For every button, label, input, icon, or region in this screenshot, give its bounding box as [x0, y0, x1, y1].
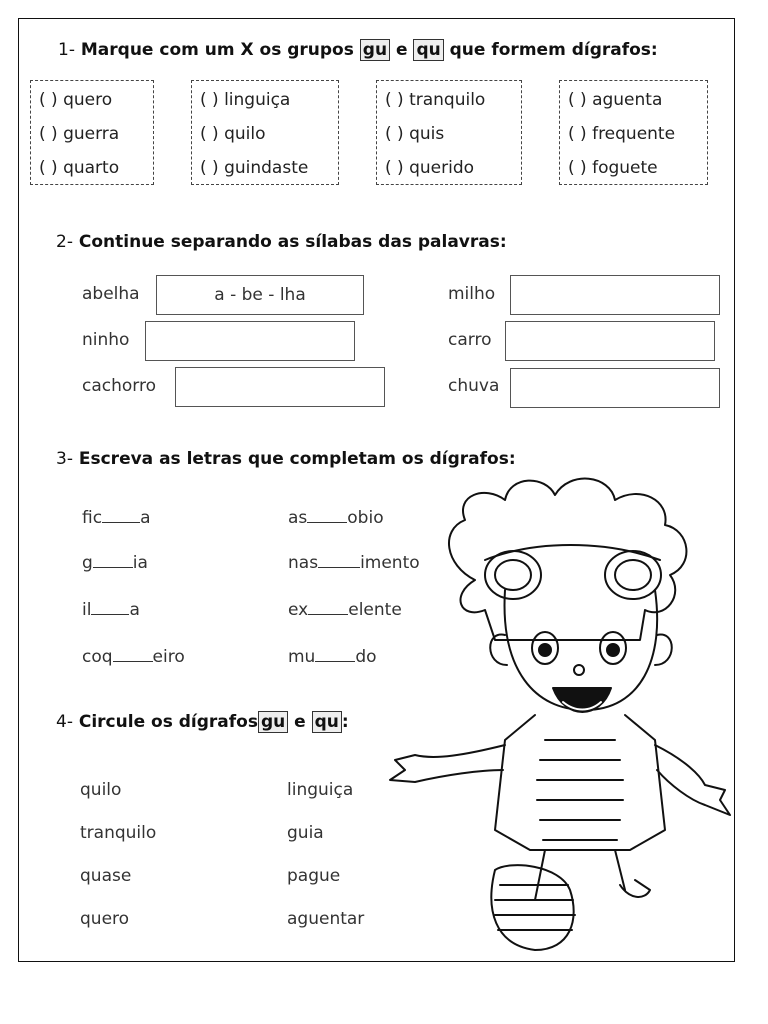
option-word: quis	[409, 124, 445, 144]
q1-option[interactable]	[568, 117, 699, 151]
q3-number: 3-	[56, 449, 73, 469]
checkbox[interactable]: ( )	[568, 124, 587, 144]
q1-option[interactable]	[200, 117, 330, 151]
word-end: a	[140, 508, 151, 528]
checkbox[interactable]: ( )	[200, 90, 219, 110]
q2-word: chuva	[448, 376, 500, 396]
q4-connector: e	[294, 712, 306, 732]
q2-number: 2-	[56, 232, 73, 252]
circle-word[interactable]: quilo	[80, 780, 122, 800]
q4-title-end: :	[341, 712, 349, 732]
checkbox[interactable]: ( )	[568, 158, 587, 178]
option-word: foguete	[592, 158, 658, 178]
q1-title-text: Marque com um X os grupos	[80, 40, 354, 60]
q1-option[interactable]	[200, 151, 330, 185]
q1-option[interactable]	[39, 83, 145, 117]
circle-word[interactable]: pague	[287, 866, 341, 886]
circle-word[interactable]: quase	[80, 866, 132, 886]
cartoon-boy-illustration	[385, 470, 735, 960]
checkbox[interactable]: ( )	[39, 158, 58, 178]
option-word: quarto	[63, 158, 120, 178]
word-start: g	[82, 553, 93, 573]
syllable-answer-box[interactable]: a - be - lha	[156, 275, 364, 315]
word-end: eiro	[152, 647, 185, 667]
q2-title-text: Continue separando as sílabas das palavras:	[78, 232, 507, 252]
q1-option[interactable]	[568, 151, 699, 185]
blank-line[interactable]	[315, 660, 355, 662]
syllable-answer-box[interactable]	[145, 321, 355, 361]
circle-word[interactable]: tranquilo	[80, 823, 157, 843]
blank-line[interactable]	[307, 521, 347, 523]
syllable-answer-box[interactable]	[510, 275, 720, 315]
fill-blank-item	[82, 508, 150, 528]
q1-option[interactable]	[200, 83, 330, 117]
q1-group-1	[30, 80, 154, 185]
q2-word: abelha	[82, 284, 140, 304]
blank-line[interactable]	[113, 660, 153, 662]
checkbox[interactable]: ( )	[385, 124, 404, 144]
q1-group-2	[191, 80, 339, 185]
word-start: il	[82, 600, 92, 620]
q3-title-text: Escreva as letras que completam os dígrafos:	[78, 449, 516, 469]
q1-option[interactable]	[385, 151, 513, 185]
syllable-answer-box[interactable]	[175, 367, 385, 407]
q1-group-4	[559, 80, 708, 185]
q1-title-end: que formem dígrafos:	[449, 40, 658, 60]
option-word: guerra	[63, 124, 120, 144]
word-start: as	[288, 508, 308, 528]
option-word: quilo	[224, 124, 266, 144]
q1-tag-qu: qu	[413, 39, 443, 61]
word-start: mu	[288, 647, 316, 667]
q4-number: 4-	[56, 712, 73, 732]
option-word: quero	[63, 90, 113, 110]
blank-line[interactable]	[102, 521, 140, 523]
option-word: frequente	[592, 124, 676, 144]
fill-blank-item	[288, 508, 384, 528]
word-end: elente	[348, 600, 402, 620]
q2-title	[56, 232, 507, 252]
q1-group-3	[376, 80, 522, 185]
circle-word[interactable]: linguiça	[287, 780, 354, 800]
checkbox[interactable]: ( )	[200, 158, 219, 178]
word-start: fic	[82, 508, 103, 528]
q4-tag-gu: gu	[258, 711, 288, 733]
blank-line[interactable]	[308, 613, 348, 615]
checkbox[interactable]: ( )	[568, 90, 587, 110]
fill-blank-item	[288, 647, 377, 667]
q4-title-text: Circule os dígrafos	[78, 712, 258, 732]
q2-word: ninho	[82, 330, 130, 350]
q1-option[interactable]	[39, 117, 145, 151]
word-end: do	[355, 647, 377, 667]
checkbox[interactable]: ( )	[385, 90, 404, 110]
q4-tag-qu: qu	[312, 711, 342, 733]
q2-word: milho	[448, 284, 496, 304]
fill-blank-item	[82, 553, 148, 573]
fill-blank-item	[82, 647, 185, 667]
circle-word[interactable]: aguentar	[287, 909, 365, 929]
q2-word: cachorro	[82, 376, 156, 396]
q1-option[interactable]	[385, 83, 513, 117]
word-end: a	[129, 600, 140, 620]
fill-blank-item	[82, 600, 140, 620]
syllable-answer-box[interactable]	[510, 368, 720, 408]
q1-title	[58, 40, 658, 60]
option-word: tranquilo	[409, 90, 486, 110]
blank-line[interactable]	[91, 613, 129, 615]
word-start: nas	[288, 553, 319, 573]
q1-option[interactable]	[568, 83, 699, 117]
q2-word: carro	[448, 330, 492, 350]
checkbox[interactable]: ( )	[200, 124, 219, 144]
word-end: obio	[347, 508, 384, 528]
syllable-answer-box[interactable]	[505, 321, 715, 361]
option-word: querido	[409, 158, 475, 178]
word-end: ia	[132, 553, 148, 573]
word-start: coq	[82, 647, 113, 667]
checkbox[interactable]: ( )	[385, 158, 404, 178]
q1-tag-gu: gu	[360, 39, 390, 61]
q4-title	[56, 712, 349, 732]
option-word: linguiça	[224, 90, 291, 110]
circle-word[interactable]: guia	[287, 823, 324, 843]
word-start: ex	[288, 600, 309, 620]
checkbox[interactable]: ( )	[39, 90, 58, 110]
q1-option[interactable]	[39, 151, 145, 185]
blank-line[interactable]	[318, 566, 360, 568]
checkbox[interactable]: ( )	[39, 124, 58, 144]
q3-title	[56, 449, 516, 469]
blank-line[interactable]	[93, 566, 133, 568]
circle-word[interactable]: quero	[80, 909, 130, 929]
option-word: guindaste	[224, 158, 309, 178]
q1-number: 1-	[58, 40, 75, 60]
option-word: aguenta	[592, 90, 663, 110]
q1-option[interactable]	[385, 117, 513, 151]
q1-connector: e	[395, 40, 408, 60]
word-end: imento	[360, 553, 420, 573]
